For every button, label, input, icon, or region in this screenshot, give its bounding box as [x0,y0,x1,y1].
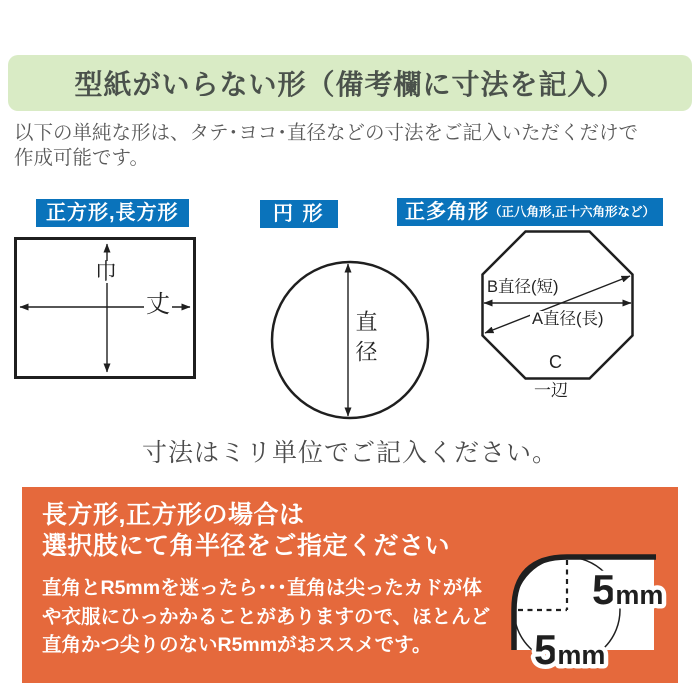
rectangle-diagram [14,237,196,379]
side-mark: 一辺 [534,381,568,400]
side-point-mark: C [549,352,562,372]
length-mark: 丈 [146,291,170,318]
notice-body-line-3: 直角かつ尖りのないR5mmがおススメです。 [42,634,432,656]
polygon-diagram [481,230,634,402]
corner-radius-notice [22,487,678,683]
corner-dimension-right: 5mm [592,566,664,613]
section-title-banner [8,55,692,111]
short-diameter-mark: B直径(短) [487,278,559,296]
corner-radius-diagram [508,551,700,691]
page-title: 型紙がいらない形（備考欄に寸法を記入） [74,69,626,100]
notice-heading-line-2: 選択肢にて角半径をご指定ください [42,532,451,560]
notice-body [42,574,490,660]
label-circle [260,200,338,228]
circle-shape [272,262,428,418]
width-mark: 巾 [95,259,118,284]
circle-diagram [268,258,432,422]
intro-line-2: 作成可能です。 [14,147,149,169]
label-regular-polygon-main: 正多角形 [405,201,489,223]
notice-body-line-1: 直角とR5mmを迷ったら･･･直角は尖ったカドが体 [42,577,482,599]
long-diameter-mark: A直径(長) [532,310,604,328]
corner-dimension-bottom: 5mm [534,626,606,673]
label-square-rectangle-text: 正方形,長方形 [46,202,179,224]
label-square-rectangle [36,199,189,227]
unit-note: 寸法はミリ単位でご記入ください。 [141,439,558,467]
diameter-mark: 直径 [353,310,378,370]
notice-body-line-2: や衣服にひっかかることがありますので、ほとんど [42,605,491,628]
intro-line-1: 以下の単純な形は、タテ･ヨコ･直径などの寸法をご記入いただくだけで [14,122,639,144]
notice-heading-line-1: 長方形,正方形の場合は [42,501,305,529]
label-circle-text: 円 形 [273,203,325,225]
label-regular-polygon-sub: （正八角形,正十六角形など） [489,205,655,219]
notice-heading [42,500,450,562]
intro-text [14,121,694,171]
circle-diagram-svg [268,258,432,422]
label-regular-polygon [397,198,663,226]
